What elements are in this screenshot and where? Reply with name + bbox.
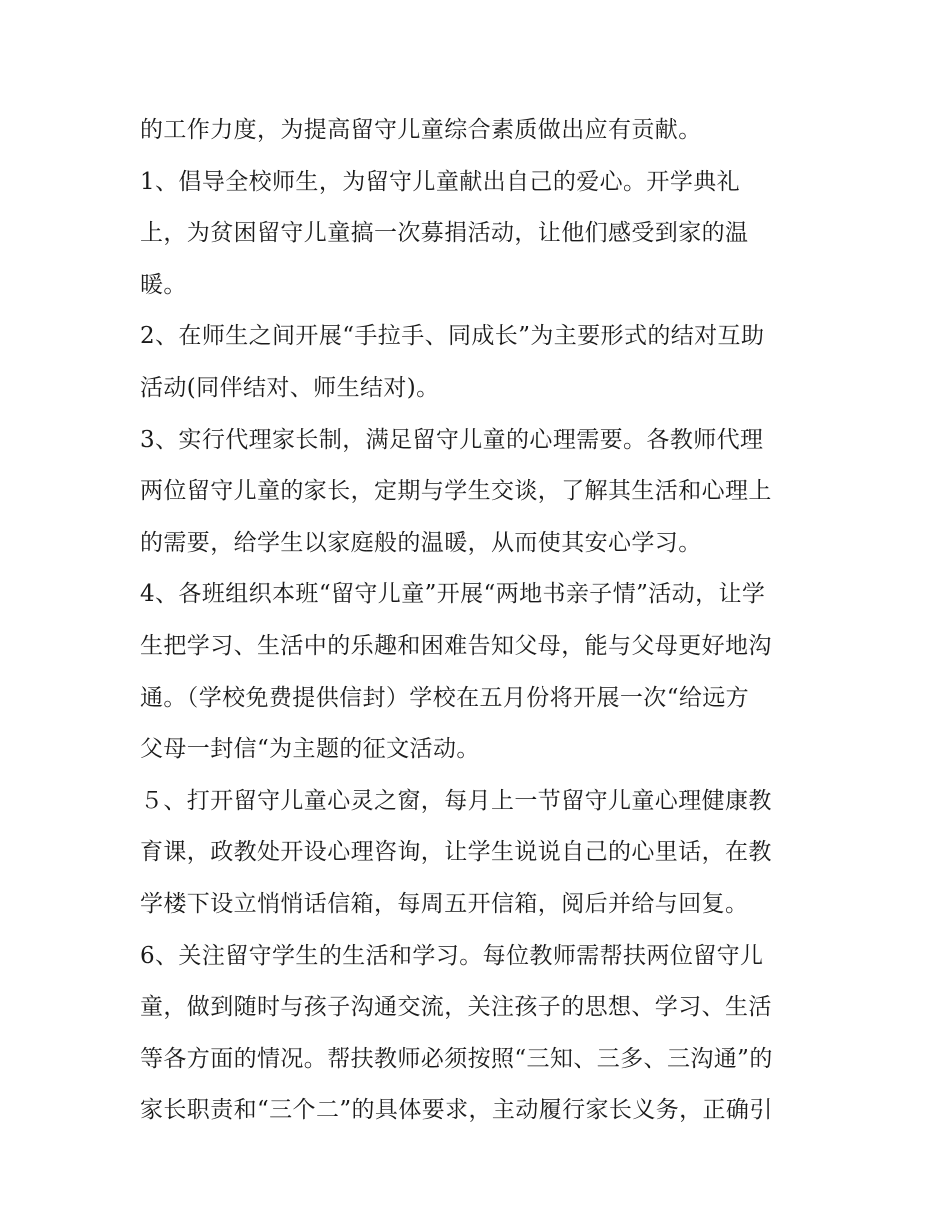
text-line: 1、倡导全校师生，为留守儿童献出自己的爱心。开学典礼 xyxy=(140,168,741,195)
text-line: 上，为贫困留守儿童搞一次募捐活动，让他们感受到家的温 xyxy=(140,220,749,247)
document-body xyxy=(140,108,830,1140)
text-line: 6、关注留守学生的生活和学习。每位教师需帮扶两位留守儿 xyxy=(140,942,764,969)
text-line: 家长职责和“三个二”的具体要求，主动履行家长义务，正确引 xyxy=(140,1097,773,1124)
text-line: 3、实行代理家长制，满足留守儿童的心理需要。各教师代理 xyxy=(140,426,764,453)
text-line: 暖。 xyxy=(140,271,187,298)
text-line: ５、打开留守儿童心灵之窗，每月上一节留守儿童心理健康教 xyxy=(140,787,772,814)
text-line: 活动(同伴结对、师生结对)。 xyxy=(140,374,440,401)
text-line: 的需要，给学生以家庭般的温暖，从而使其安心学习。 xyxy=(140,529,702,556)
text-line: 的工作力度，为提高留守儿童综合素质做出应有贡献。 xyxy=(140,117,702,143)
text-line: 2、在师生之间开展“手拉手、同成长”为主要形式的结对互助 xyxy=(140,323,765,350)
text-line: 学楼下设立悄悄话信箱，每周五开信箱，阅后并给与回复。 xyxy=(140,890,749,917)
text-line: 两位留守儿童的家长，定期与学生交谈，了解其生活和心理上 xyxy=(140,478,772,505)
text-line: 童，做到随时与孩子沟通交流，关注孩子的思想、学习、生活 xyxy=(140,994,772,1021)
text-line: 通。（学校免费提供信封）学校在五月份将开展一次“给远方 xyxy=(140,684,750,711)
text-line: 父母一封信“为主题的征文活动。 xyxy=(140,736,480,763)
text-line: 4、各班组织本班“留守儿童”开展“两地书亲子情”活动，让学 xyxy=(140,581,766,608)
text-line: 生把学习、生活中的乐趣和困难告知父母，能与父母更好地沟 xyxy=(140,632,772,659)
text-line: 育课，政教处开设心理咨询，让学生说说自己的心里话，在教 xyxy=(140,839,772,866)
text-line: 等各方面的情况。帮扶教师必须按照“三知、三多、三沟通”的 xyxy=(140,1045,773,1072)
